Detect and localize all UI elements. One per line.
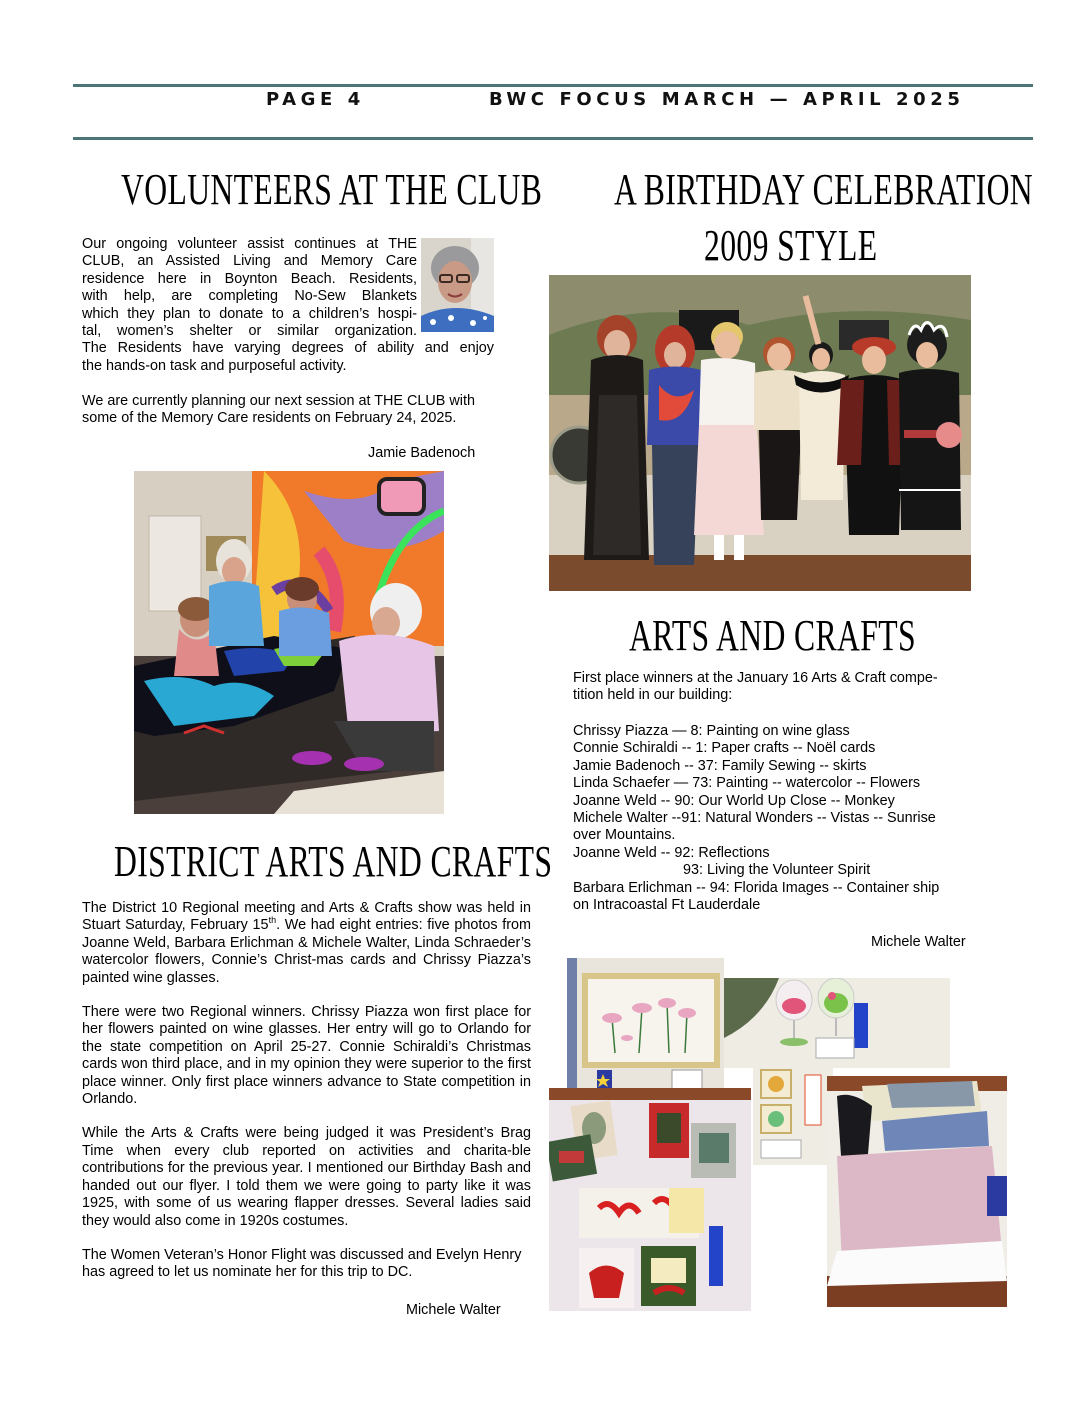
district-headline: DISTRICT ARTS AND CRAFTS — [114, 837, 553, 886]
coaster-photo — [753, 1065, 833, 1165]
text-line: tition held in our building: — [573, 687, 733, 704]
blanket-activity-photo — [134, 471, 444, 814]
winner-line: Connie Schiraldi -- 1: Paper crafts -- Noël cards — [573, 740, 876, 757]
page-header — [73, 89, 1033, 113]
header-top-rule — [73, 84, 1033, 87]
sewn-skirts-photo — [827, 1076, 1007, 1307]
header-bottom-rule — [73, 137, 1033, 140]
birthday-headline-line-2: 2009 STYLE — [704, 221, 878, 270]
district-body — [82, 900, 531, 1299]
winner-line: Michele Walter --91: Natural Wonders -- Vistas -- Sunrise — [573, 810, 936, 827]
page-number: PAGE 4 — [266, 89, 365, 110]
district-paragraph-4: The Women Veteran’s Honor Flight was discussed and Evelyn Henry has agreed to let us nominate her for this trip to DC. — [82, 1246, 522, 1281]
christmas-cards-photo — [549, 1088, 751, 1311]
text-line: with help, are completing No-Sew Blankets — [82, 288, 417, 305]
district-paragraph-2: There were two Regional winners. Chrissy Piazza won first place for her flowers painted on wine glasses. Her entry will go to Orlando for the state competition on April 25-27. Connie Schiraldi’s Christmas cards won third place, and in my opinion they were superior to the first place winner. Only first place winners advance to State competition in Orlando. — [82, 1004, 531, 1108]
text-span: The District 10 Regional meeting and Arts & Crafts show was held in Stuart Saturday, February 15 — [82, 900, 531, 934]
winner-line: Barbara Erlichman -- 94: Florida Images -- Container ship — [573, 879, 940, 896]
coaster-image — [753, 1065, 833, 1165]
volunteers-paragraph-2: We are currently planning our next session at THE CLUB with some of the Memory Care residents on February 24, 2025. — [82, 393, 475, 427]
watercolor-image — [567, 958, 724, 1093]
volunteers-signature: Jamie Badenoch — [368, 445, 476, 461]
blanket-activity-image — [134, 471, 444, 814]
arts-headline: ARTS AND CRAFTS — [629, 611, 916, 660]
text-span: . We had eight entries: five photos from Joanne Weld, Barbara Erlichman & Michele Walter, Linda Schraeder’s watercolor flowers, Connie’s Christ-mas cards and Chrissy Piazza’s painted wine glasses. — [82, 917, 531, 986]
text-line: Our ongoing volunteer assist continues at THE — [82, 236, 417, 252]
arts-signature: Michele Walter — [871, 934, 966, 950]
text-line: First place winners at the January 16 Arts & Craft compe- — [573, 670, 938, 686]
text-line: tal, women’s shelter or similar organization. — [82, 323, 417, 340]
winner-line: on Intracoastal Ft Lauderdale — [573, 897, 761, 914]
birthday-group-image — [549, 275, 971, 591]
birthday-headline-line-1: A BIRTHDAY CELEBRATION — [614, 165, 1034, 214]
district-paragraph-3: While the Arts & Crafts were being judged it was President’s Brag Time when every club reported on activities and charita-ble contributions for the previous year. I mentioned our Birthday Bash and handed out our flyer. I told them we were going to party like it was 1925, with some of us wearing flapper dresses. Several ladies said they would also come in 1920s costumes. — [82, 1125, 531, 1229]
issue-title: BWC FOCUS MARCH — APRIL 2025 — [489, 89, 965, 110]
district-paragraph-1 — [82, 900, 531, 987]
superscript: th — [268, 915, 277, 926]
watercolor-photo — [567, 958, 724, 1093]
volunteers-paragraph-1 — [82, 236, 494, 375]
text-line: the hands-on task and purposeful activity. — [82, 357, 347, 374]
winner-line: Joanne Weld -- 90: Our World Up Close -- Monkey — [573, 792, 895, 809]
christmas-cards-image — [549, 1088, 751, 1311]
arts-intro — [573, 670, 983, 705]
text-line: residence here in Boynton Beach. Residents, — [82, 270, 417, 287]
winner-line: Jamie Badenoch -- 37: Family Sewing -- skirts — [573, 757, 867, 774]
winner-line: Linda Schaefer — 73: Painting -- watercolor -- Flowers — [573, 775, 921, 792]
winner-line: 93: Living the Volunteer Spirit — [683, 862, 871, 879]
wine-glass-photo — [724, 978, 950, 1068]
text-line: CLUB, an Assisted Living and Memory Care — [82, 253, 417, 270]
birthday-group-photo — [549, 275, 971, 591]
winner-line: over Mountains. — [573, 827, 676, 844]
sewn-skirts-image — [827, 1076, 1007, 1307]
wine-glass-image — [724, 978, 950, 1068]
winner-line: Chrissy Piazza — 8: Painting on wine glass — [573, 723, 850, 739]
winner-line: Joanne Weld -- 92: Reflections — [573, 844, 770, 861]
arts-winners-list — [573, 723, 983, 914]
district-signature: Michele Walter — [406, 1302, 501, 1318]
text-line: The Residents have varying degrees of ability and enjoy — [82, 340, 494, 357]
volunteers-headline: VOLUNTEERS AT THE CLUB — [121, 165, 543, 214]
text-line: which they plan to donate to a children’s hospi- — [82, 305, 417, 322]
